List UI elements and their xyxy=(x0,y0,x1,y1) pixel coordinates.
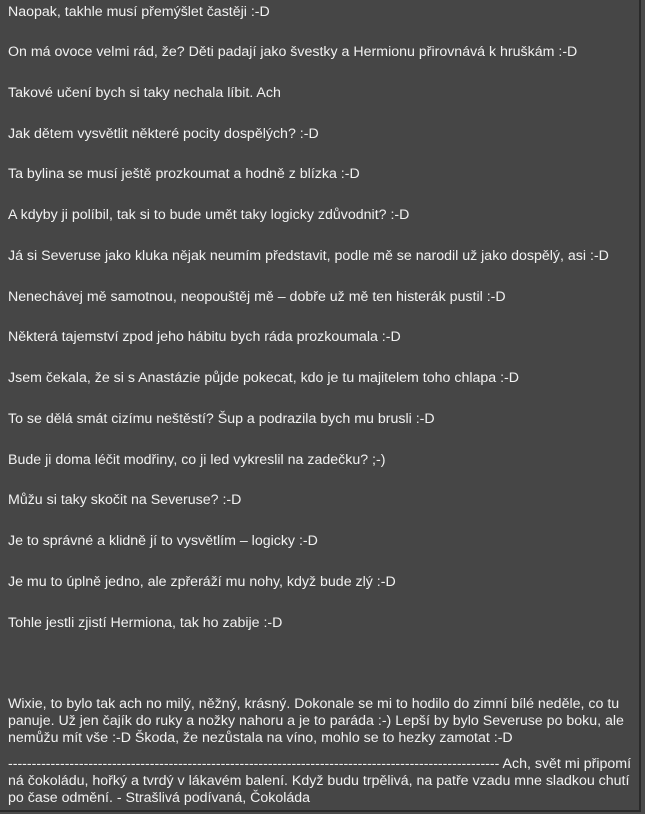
comment-line: Nenechávej mě samotnou, neopouštěj mě – dobře už mě ten histerák pustil :-D xyxy=(8,289,506,305)
comment-line: A kdyby ji políbil, tak si to bude umět taky logicky zdůvodnit? :-D xyxy=(8,207,410,223)
comment-line: Ta bylina se musí ještě prozkoumat a hodně z blízka :-D xyxy=(8,166,360,182)
comment-line: Jsem čekala, že si s Anastázie půjde pokecat, kdo je tu majitelem toho chlapa :-D xyxy=(8,370,520,386)
comment-line: On má ovoce velmi rád, že? Děti padají jako švestky a Hermionu přirovnává k hruškám :-D xyxy=(8,44,578,60)
comment-line: To se dělá smát cizímu neštěstí? Šup a podrazila bych mu brusli :-D xyxy=(8,411,435,427)
comment-line: Jak dětem vysvětlit některé pocity dospělých? :-D xyxy=(8,126,319,142)
comment-line: Já si Severuse jako kluka nějak neumím představit, podle mě se narodil už jako dospělý, asi :-D xyxy=(8,248,609,264)
comment-line: Je to správné a klidně jí to vysvětlím – logicky :-D xyxy=(8,533,318,549)
comment-line: Můžu si taky skočit na Severuse? :-D xyxy=(8,492,242,508)
comment-line: Je mu to úplně jedno, ale zpřeráží mu nohy, když bude zlý :-D xyxy=(8,574,396,590)
comment-line: Naopak, takhle musí přemýšlet častěji :-D xyxy=(8,4,270,20)
signature: -------------------------------------------------------------------------------------------------------- Ach, svět mi připomíná čokoládu, hořký a tvrdý v lákavém balení. Když budu trpělivá, na patře vzadu mne sladkou chutí po čase odmění. - Strašlivá podívaná, Čokoláda xyxy=(8,756,632,806)
comment-line: Některá tajemství zpod jeho hábitu bych ráda prozkoumala :-D xyxy=(8,329,401,345)
comment-line: Takové učení bych si taky nechala líbit. Ach xyxy=(8,85,281,101)
closing-paragraph: Wixie, to bylo tak ach no milý, něžný, krásný. Dokonale se mi to hodilo do zimní bílé neděle, co tu panuje. Už jen čajík do ruky a nožky nahoru a je to paráda :-) Lepší by bylo Severuse po boku, ale nemůžu mít vše :-D Škoda, že nezůstala na víno, mohlo se to hezky zamotat :-D xyxy=(8,696,624,746)
comment-line: Tohle jestli zjistí Hermiona, tak ho zabije :-D xyxy=(8,615,283,631)
comment-line: Bude ji doma léčit modřiny, co ji led vykreslil na zadečku? ;-) xyxy=(8,452,386,468)
